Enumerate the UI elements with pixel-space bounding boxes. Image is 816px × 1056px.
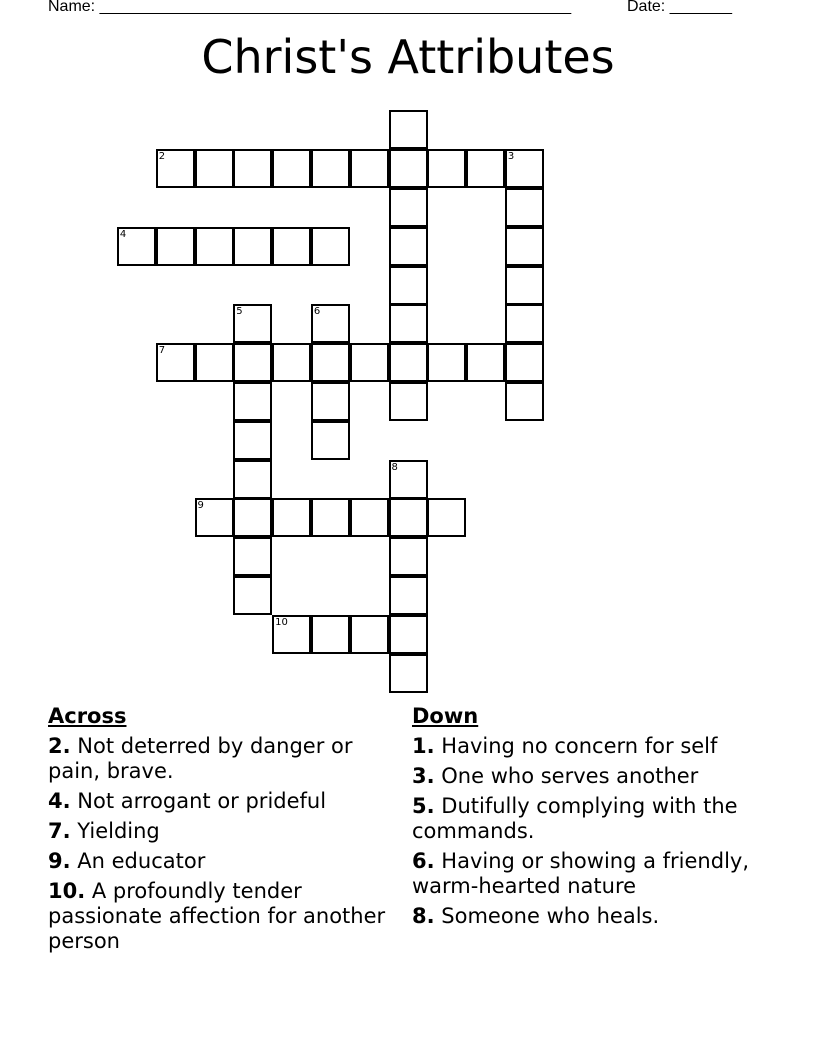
grid-cell[interactable] [389,537,428,576]
cell-number: 2 [158,151,166,163]
puzzle-title: Christ's Attributes [201,30,615,84]
date-field-label: Date: _______ [627,0,732,15]
clue-number: 7. [48,819,71,843]
grid-cell[interactable] [389,382,428,421]
grid-cell[interactable] [233,421,272,460]
grid-cell[interactable] [311,498,350,537]
grid-cell[interactable] [272,227,311,266]
grid-cell[interactable] [272,615,311,654]
grid-cell[interactable] [233,304,272,343]
grid-cell[interactable] [272,343,311,382]
grid-cell[interactable] [505,227,544,266]
down-clue-3 [412,764,782,789]
grid-cell[interactable] [195,227,234,266]
clue-text: Having or showing a friendly, warm-hearted nature [412,849,750,898]
name-field-label: Name: _____________________________________________________ [48,0,572,15]
across-clue-10 [48,879,393,954]
grid-cell[interactable] [505,188,544,227]
grid-cell[interactable] [427,343,466,382]
grid-cell[interactable] [233,537,272,576]
grid-cell[interactable] [389,188,428,227]
down-clues [412,703,782,934]
clue-number: 10. [48,879,86,903]
grid-cell[interactable] [389,227,428,266]
down-clue-1 [412,734,782,759]
cell-number: 9 [197,500,204,512]
grid-cell[interactable] [311,149,350,188]
down-heading: Down [412,704,479,728]
grid-cell[interactable] [156,149,195,188]
grid-cell[interactable] [311,343,350,382]
clue-text: A profoundly tender passionate affection for another person [48,879,386,953]
clue-number: 2. [48,734,71,758]
clue-text: Someone who heals. [441,904,660,928]
across-clue-7 [48,819,393,844]
clue-text: One who serves another [441,764,699,788]
clue-number: 3. [412,764,435,788]
grid-cell[interactable] [350,498,389,537]
clue-number: 1. [412,734,435,758]
cell-number: 8 [391,461,398,473]
grid-cell[interactable] [117,227,156,266]
grid-cell[interactable] [466,343,505,382]
grid-cell[interactable] [389,460,428,499]
clue-number: 6. [412,849,435,873]
grid-cell[interactable] [311,421,350,460]
cell-number: 4 [119,228,127,240]
grid-cell[interactable] [311,382,350,421]
grid-cell[interactable] [156,227,195,266]
grid-cell[interactable] [389,498,428,537]
grid-cell[interactable] [389,576,428,615]
grid-cell[interactable] [389,615,428,654]
grid-cell[interactable] [350,343,389,382]
grid-cell[interactable] [233,227,272,266]
across-heading: Across [48,704,127,728]
grid-cell[interactable] [233,498,272,537]
clue-text: Dutifully complying with the commands. [412,794,738,843]
grid-cell[interactable] [195,343,234,382]
across-clues [48,703,393,959]
cell-number: 10 [275,616,288,628]
clue-text: Not arrogant or prideful [77,789,327,813]
across-clue-2 [48,734,393,784]
grid-cell[interactable] [272,149,311,188]
cell-number: 7 [158,345,166,357]
across-clue-9 [48,849,393,874]
clue-text: Not deterred by danger or pain, brave. [48,734,353,783]
across-clue-4 [48,789,393,814]
down-clue-5 [412,794,782,844]
grid-cell[interactable] [466,149,505,188]
clue-number: 5. [412,794,435,818]
grid-cell[interactable] [233,149,272,188]
grid-cell[interactable] [505,304,544,343]
down-clue-8 [412,904,782,929]
cell-number: 5 [236,306,243,318]
cell-number: 6 [313,306,321,318]
grid-cell[interactable] [389,343,428,382]
grid-cell[interactable] [427,498,466,537]
grid-cell[interactable] [195,149,234,188]
grid-cell[interactable] [389,149,428,188]
grid-cell[interactable] [311,227,350,266]
clue-text: Yielding [77,819,160,843]
grid-cell[interactable] [311,615,350,654]
cell-number: 3 [507,151,515,163]
grid-cell[interactable] [389,266,428,305]
down-clue-6 [412,849,782,899]
clue-text: An educator [77,849,206,873]
grid-cell[interactable] [233,382,272,421]
grid-cell[interactable] [311,304,350,343]
grid-cell[interactable] [505,382,544,421]
grid-cell[interactable] [156,343,195,382]
grid-cell[interactable] [505,266,544,305]
grid-cell[interactable] [389,654,428,693]
grid-cell[interactable] [350,149,389,188]
grid-cell[interactable] [233,576,272,615]
grid-cell[interactable] [505,343,544,382]
grid-cell[interactable] [272,498,311,537]
clue-number: 8. [412,904,435,928]
grid-cell[interactable] [427,149,466,188]
grid-cell[interactable] [195,498,234,537]
grid-cell[interactable] [389,110,428,149]
grid-cell[interactable] [350,615,389,654]
clue-text: Having no concern for self [441,734,718,758]
clue-number: 9. [48,849,71,873]
grid-cell[interactable] [233,343,272,382]
grid-cell[interactable] [233,460,272,499]
grid-cell[interactable] [389,304,428,343]
grid-cell[interactable] [505,149,544,188]
clue-number: 4. [48,789,71,813]
